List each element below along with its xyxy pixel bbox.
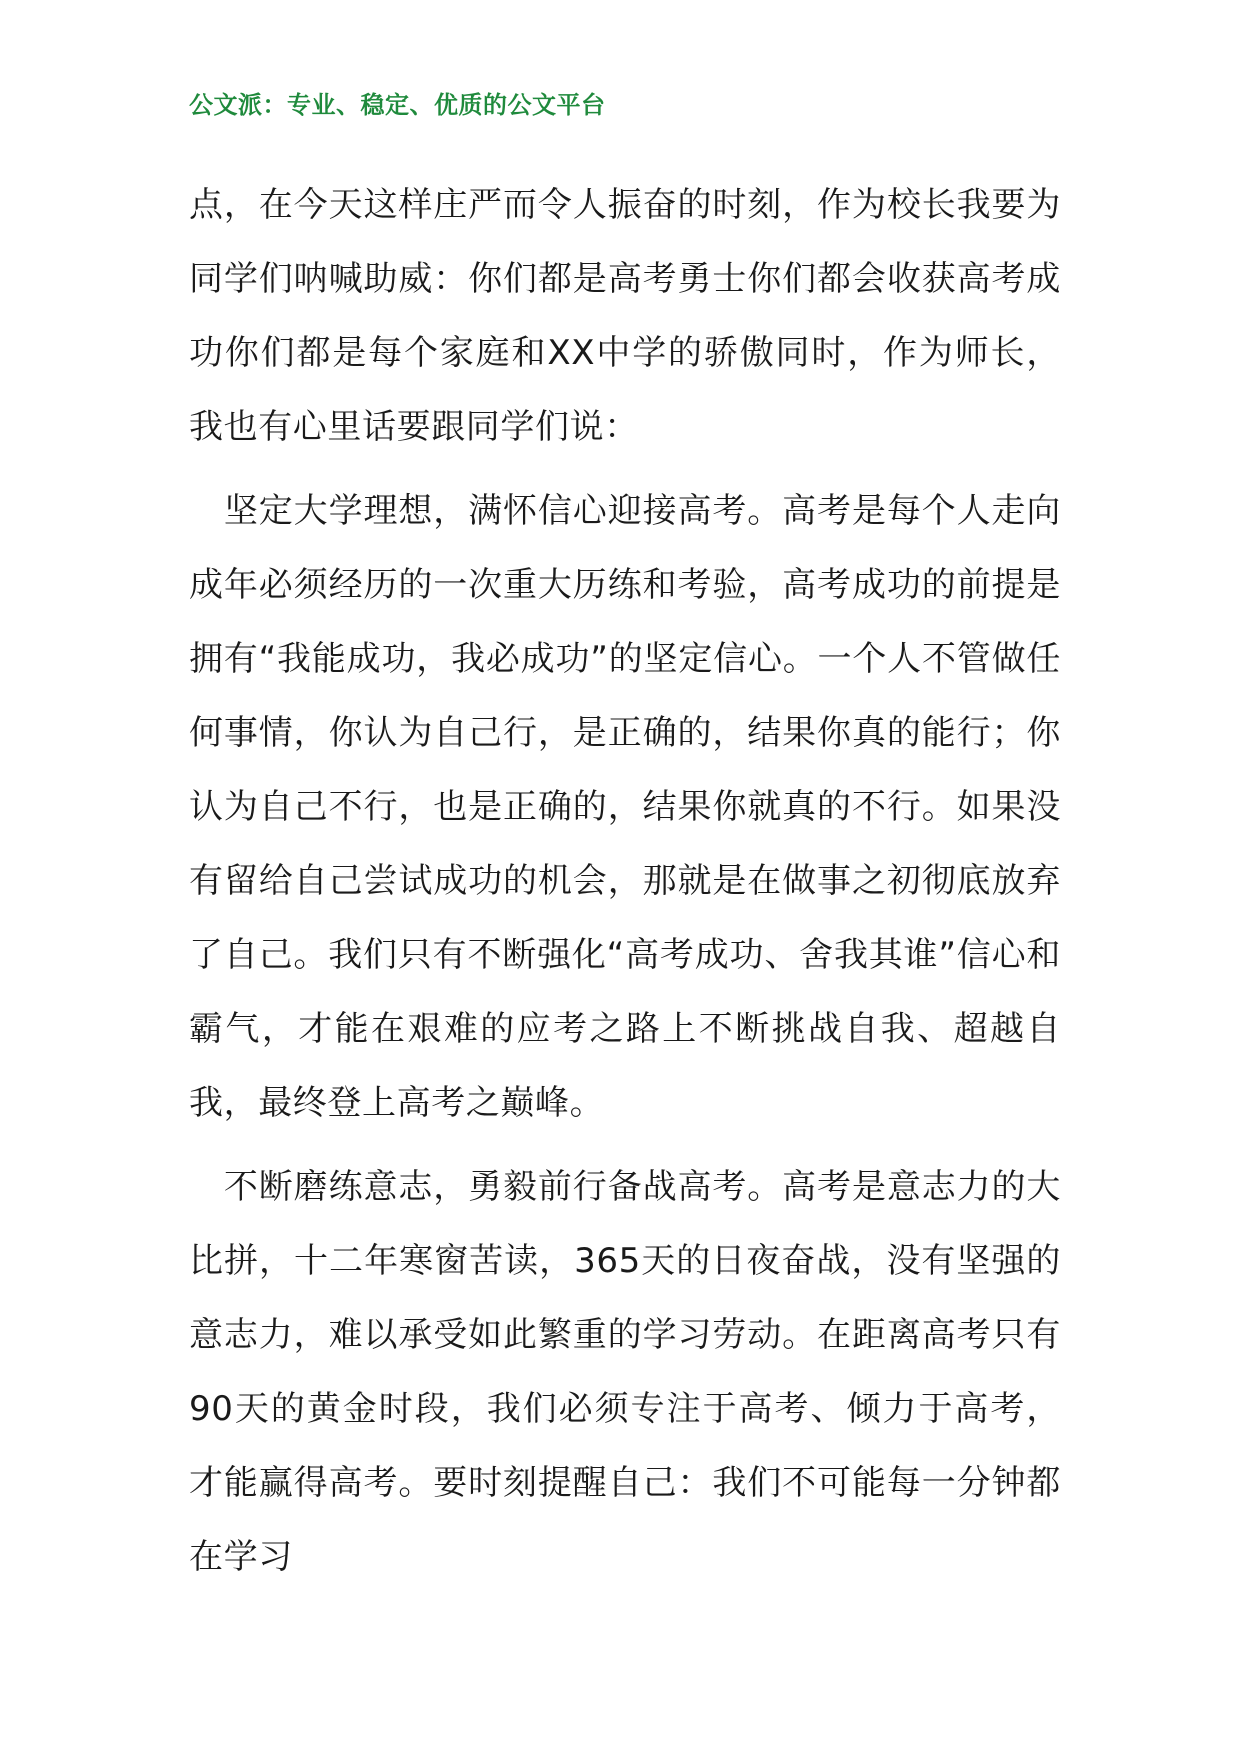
paragraph-2: 坚定大学理想，满怀信心迎接高考。高考是每个人走向成年必须经历的一次重大历练和考验，高考成功的前提是拥有“我能成功，我必成功”的坚定信心。一个人不管做任何事情，你认为自己行，是正确的，结果你真的能行；你认为自己不行，也是正确的，结果你就真的不行。如果没有留给自己尝试成功的机会，那就是在做事之初彻底放弃了自己。我们只有不断强化“高考成功、舍我其谁”信心和霸气，才能在艰难的应考之路上不断挑战自我、超越自我，最终登上高考之巅峰。 <box>189 491 1061 1123</box>
paragraph-3: 不断磨练意志，勇毅前行备战高考。高考是意志力的大比拼，十二年寒窗苦读，365天的日夜奋战，没有坚强的意志力，难以承受如此繁重的学习劳动。在距离高考只有90天的黄金时段，我们必须专注于高考、倾力于高考，才能赢得高考。要时刻提醒自己：我们不可能每一分钟都在学习 <box>189 1167 1061 1577</box>
document-body <box>189 168 1061 1594</box>
paragraph-1: 点，在今天这样庄严而令人振奋的时刻，作为校长我要为同学们呐喊助威：你们都是高考勇士你们都会收获高考成功你们都是每个家庭和XX中学的骄傲同时，作为师长，我也有心里话要跟同学们说： <box>189 185 1061 447</box>
page-header-title: 公文派：专业、稳定、优质的公文平台 <box>189 91 606 119</box>
